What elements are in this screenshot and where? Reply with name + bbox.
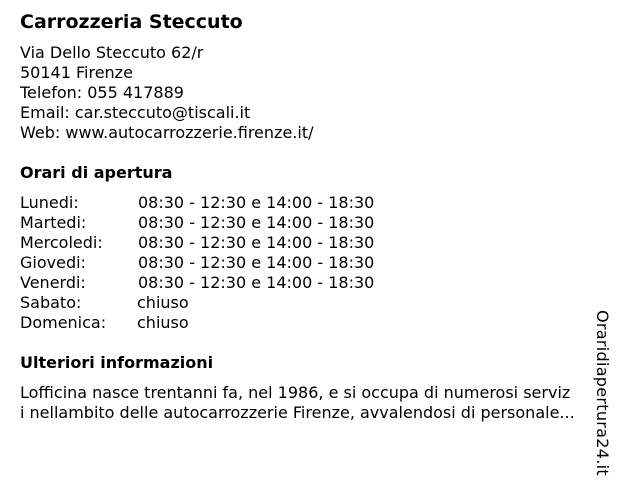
email-line[interactable]: Email: car.steccuto@tiscali.it — [20, 103, 251, 122]
info-line-2: i nellambito delle autocarrozzerie Firenze, avvalendosi di personale... — [20, 403, 575, 422]
day-label: Domenica: — [20, 313, 107, 332]
city-line: 50141 Firenze — [20, 63, 133, 82]
info-line-1: Lofficina nasce trentanni fa, nel 1986, e si occupa di numerosi serviz — [20, 383, 571, 402]
web-line[interactable]: Web: www.autocarrozzerie.firenze.it/ — [20, 123, 314, 142]
opening-hours-heading: Orari di apertura — [20, 163, 173, 182]
time-value: 08:30 - 12:30 e 14:00 - 18:30 — [138, 213, 375, 232]
time-value: 08:30 - 12:30 e 14:00 - 18:30 — [138, 233, 375, 252]
time-value: 08:30 - 12:30 e 14:00 - 18:30 — [138, 253, 375, 272]
day-label: Lunedi: — [20, 193, 79, 212]
address-line: Via Dello Steccuto 62/r — [20, 43, 204, 62]
more-info-text — [20, 383, 625, 423]
business-name: Carrozzeria Steccuto — [20, 11, 243, 33]
time-value: 08:30 - 12:30 e 14:00 - 18:30 — [138, 193, 375, 212]
day-label: Martedi: — [20, 213, 87, 232]
time-value: chiuso — [137, 293, 189, 312]
day-label: Mercoledi: — [20, 233, 103, 252]
day-label: Sabato: — [20, 293, 82, 312]
time-value: chiuso — [137, 313, 189, 332]
time-value: 08:30 - 12:30 e 14:00 - 18:30 — [138, 273, 375, 292]
more-info-heading: Ulteriori informazioni — [20, 353, 214, 372]
day-label: Venerdi: — [20, 273, 86, 292]
day-label: Giovedi: — [20, 253, 86, 272]
phone-line[interactable]: Telefon: 055 417889 — [20, 83, 184, 102]
contact-block — [20, 43, 313, 143]
brand-watermark[interactable]: Oraridiapertura24.it — [593, 310, 612, 476]
